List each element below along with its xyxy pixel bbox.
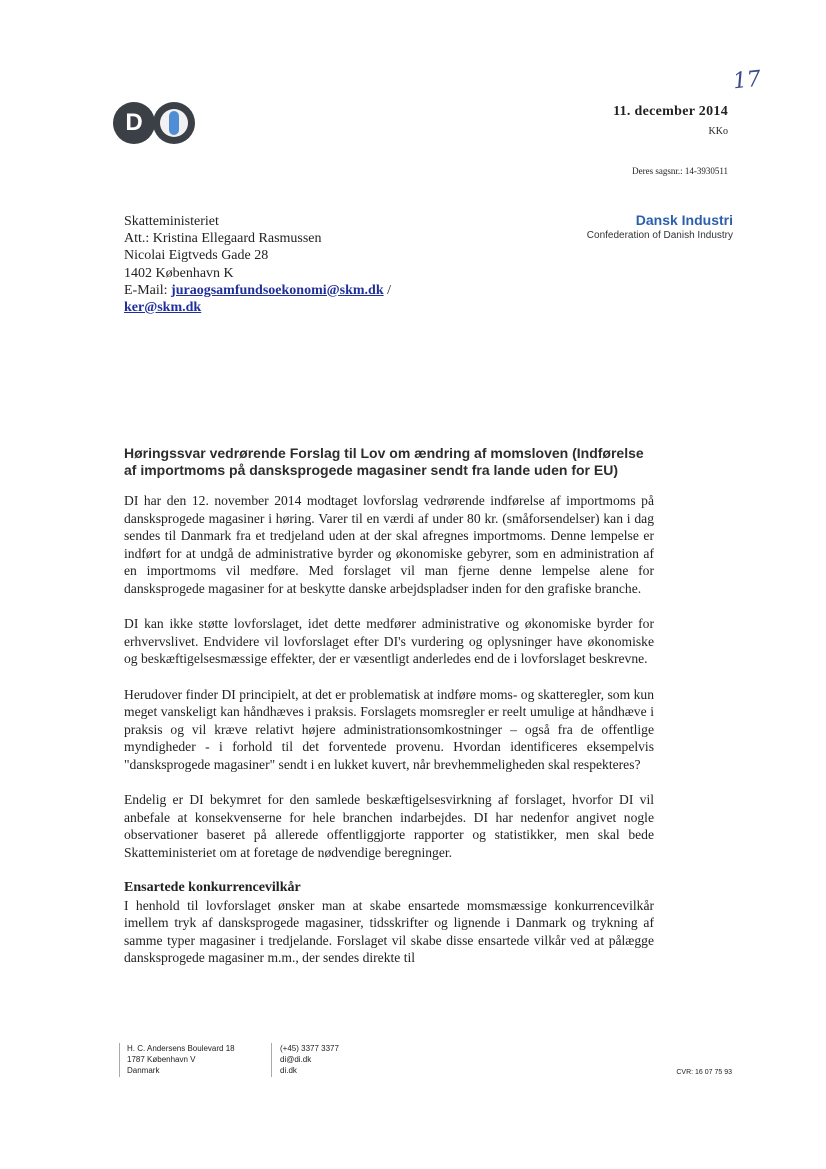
brand-subtitle: Confederation of Danish Industry [586, 230, 733, 241]
footer-address-line3: Danmark [127, 1066, 160, 1075]
footer-address-line1: H. C. Andersens Boulevard 18 [127, 1044, 235, 1053]
section-paragraph: I henhold til lovforslaget ønsker man at skabe ensartede momsmæssige konkurrencevilkår imellem tryk af dansksprogede magasiner, tidsskrifter og lignende i Danmark og trykning af samme typer magasiner i tredjelande. Forslaget vil skabe disse ensartede vilkår ved at pålægge dansksprogede magasiner m.m., der sendes direkte til [124, 897, 654, 965]
email-separator: / [387, 282, 392, 298]
di-logo-icon [113, 102, 195, 144]
recipient-address [124, 213, 391, 316]
recipient-name: Skatteministeriet [124, 214, 219, 229]
paragraph-1: DI har den 12. november 2014 modtaget lovforslag vedrørende indførelse af importmoms på dansksprogede magasiner i høring. Varer til en værdi af under 80 kr. (småforsendelser) kan i dag sendes til Danmark fra et tredjeland uden at der skal afregnes importmoms. Denne lempelse er indført for at undgå de administrative byrder og økonomiske gebyrer, som en administration af en importmoms vil medføre. Med forslaget vil man fjerne denne lempelse alene for dansksprogede magasiner for at beskytte danske arbejdspladser inden for den grafiske branche. [124, 493, 654, 596]
handwritten-note: 17 [731, 66, 763, 95]
footer-address-line2: 1787 København V [127, 1055, 196, 1064]
recipient-attention: Att.: Kristina Ellegaard Rasmussen [124, 231, 322, 247]
logo-letter-d: D [125, 109, 143, 136]
paragraph-3: Herudover finder DI principielt, at det er problematisk at indføre moms- og skatteregler, som kun meget vanskeligt kan håndhæves i praksis. Forslagets momsregler er reelt umulige at håndhæve i praksis og vil kræve relativt højere administrationsomkostninger – også fra de offentlige myndigheder - i forhold til det forventede provenu. Hvordan identificeres eksempelvis "dansksprogede magasiner" sendt i en lukket kuvert, når brevhemmeligheden skal respekteres? [124, 686, 654, 772]
brand-name: Dansk Industri [635, 212, 733, 228]
document-heading: Høringssvar vedrørende Forslag til Lov om ændring af momsloven (Indførelse af importmoms på dansksprogede magasiner sendt fra lande uden for EU) [124, 445, 644, 478]
recipient-city: 1402 København K [124, 265, 234, 281]
paragraph-4: Endelig er DI bekymret for den samlede beskæftigelsesvirkning af forslaget, hvorfor DI vil anbefale at konsekvenserne for hele branchen indarbejdes. DI har nedenfor angivet nogle observationer baseret på allerede offentliggjorte rapporter og statistikker, men skal bede Skatteministeriet om at foretage de nødvendige beregninger. [124, 792, 654, 860]
footer-contact [280, 1043, 339, 1076]
brand-block [587, 212, 733, 241]
section-title: Ensartede konkurrencevilkår [124, 880, 301, 895]
case-number-value: 14-3930511 [684, 166, 728, 176]
letter-date: 11. december 2014 [613, 104, 728, 119]
paragraph-2: DI kan ikke støtte lovforslaget, idet dette medfører administrative og økonomiske byrder for erhvervslivet. Endvidere vil lovforslaget efter DI's vurdering og oplysninger have økonomiske og beskæftigelsesmæssige effekter, der er væsentligt anderledes end de i lovforslaget beskrevne. [124, 616, 654, 666]
footer-cvr: CVR: 16 07 75 93 [676, 1069, 732, 1076]
footer-web: di.dk [280, 1066, 297, 1075]
case-number [632, 166, 728, 176]
recipient-email-line [124, 282, 391, 299]
logo-circle-d [113, 102, 155, 144]
footer-email: di@di.dk [280, 1055, 312, 1064]
footer-phone: (+45) 3377 3377 [280, 1044, 339, 1053]
email-link-1[interactable]: juraogsamfundsoekonomi@skm.dk [171, 282, 384, 298]
recipient-street: Nicolai Eigtveds Gade 28 [124, 248, 269, 264]
email-link-2[interactable]: ker@skm.dk [124, 300, 202, 316]
footer-address [127, 1043, 235, 1076]
email-label: E-Mail: [124, 282, 168, 298]
author-initials: KKo [708, 126, 728, 137]
document-body [124, 492, 654, 967]
case-number-label: Deres sagsnr.: [632, 166, 683, 176]
logo-circle-i [153, 102, 195, 144]
